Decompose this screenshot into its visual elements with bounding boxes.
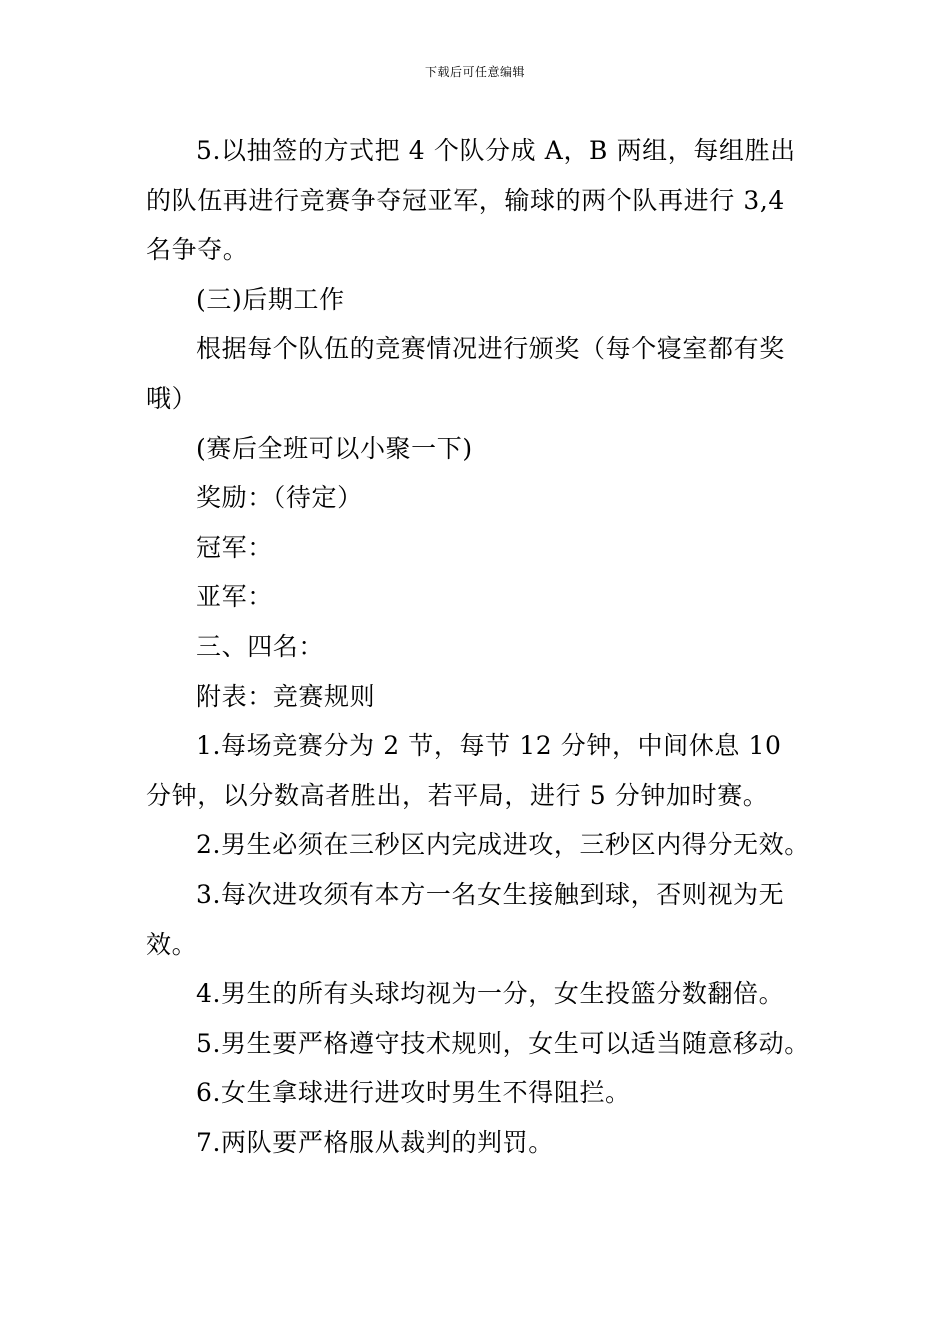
paragraph-third-fourth: 三、四名： xyxy=(196,631,325,661)
rule-item-5: 5.男生要严格遵守技术规则，女生可以适当随意移动。 xyxy=(196,1028,810,1058)
rule-item-7: 7.两队要严格服从裁判的判罚。 xyxy=(196,1127,554,1157)
rule-item-1: 1.每场竞赛分为 2 节，每节 12 分钟，中间休息 10 分钟，以分数高者胜出，若平局，进行 5 分钟加时赛。 xyxy=(146,731,782,810)
paragraph-class-gathering: (赛后全班可以小聚一下) xyxy=(196,433,473,463)
rule-item-3: 3.每次进攻须有本方一名女生接触到球，否则视为无效。 xyxy=(146,879,785,959)
appendix-heading-rules: 附表：竞赛规则 xyxy=(196,681,376,711)
paragraph-prize: 奖励：（待定） xyxy=(196,483,363,513)
rule-item-4: 4.男生的所有头球均视为一分，女生投篮分数翻倍。 xyxy=(196,979,785,1009)
page-header-note: 下载后可任意编辑 xyxy=(424,65,525,79)
document-body xyxy=(146,126,810,1167)
paragraph-awards: 根据每个队伍的竞赛情况进行颁奖（每个寝室都有奖哦） xyxy=(146,334,785,413)
paragraph-runner-up: 亚军： xyxy=(196,582,273,612)
paragraph-grouping-rule: 5.以抽签的方式把 4 个队分成 A，B 两组，每组胜出的队伍再进行竞赛争夺冠亚军，输球的两个队再进行 3,4 名争夺。 xyxy=(146,136,796,265)
section-heading-post-work: (三)后期工作 xyxy=(196,284,345,314)
paragraph-champion: 冠军： xyxy=(196,532,273,562)
rule-item-2: 2.男生必须在三秒区内完成进攻，三秒区内得分无效。 xyxy=(196,830,810,860)
rule-item-6: 6.女生拿球进行进攻时男生不得阻拦。 xyxy=(196,1078,631,1108)
